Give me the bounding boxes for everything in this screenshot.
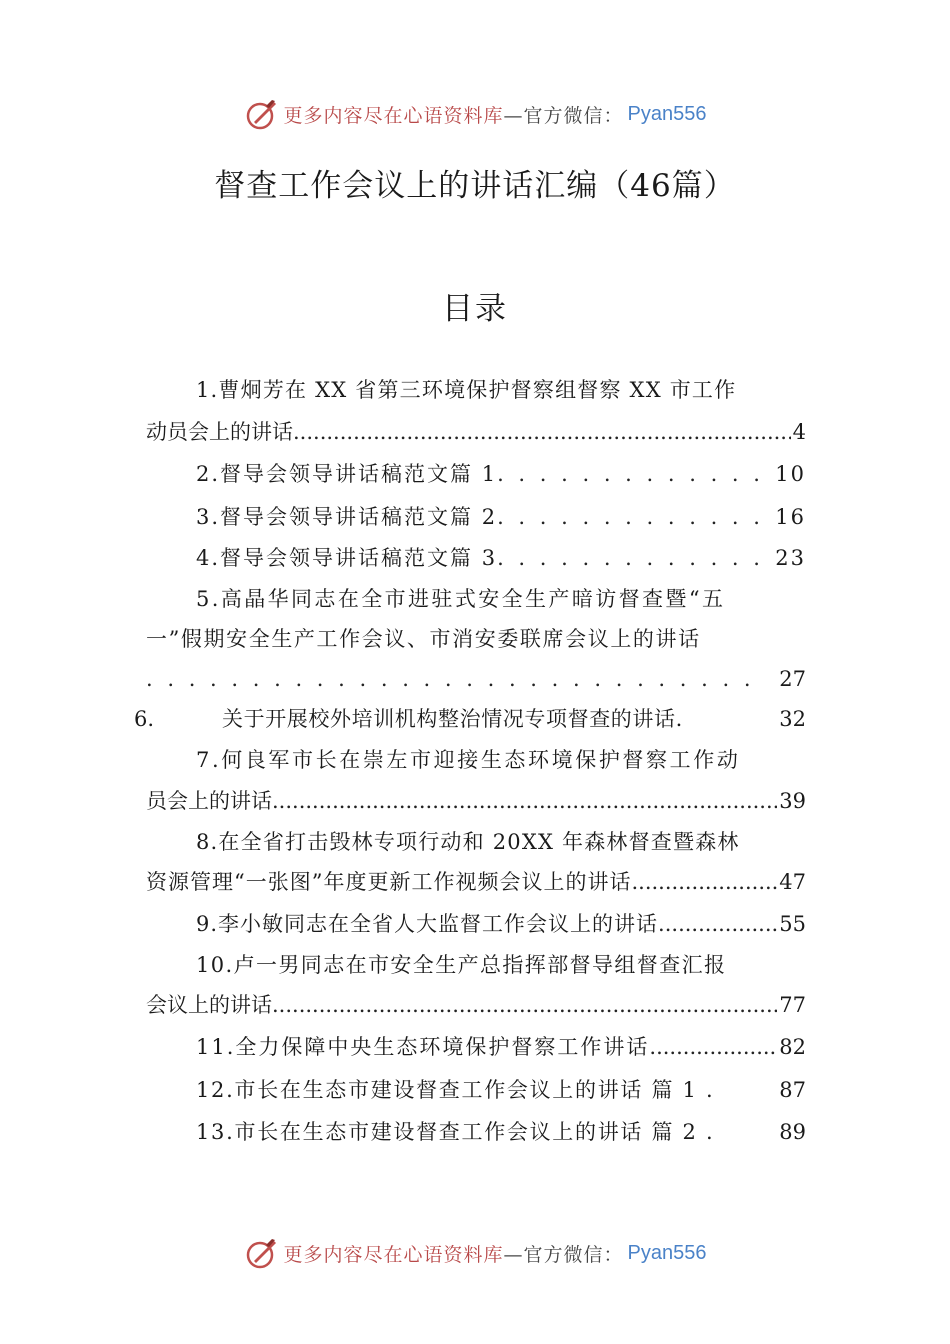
toc-entry-5-page: 27 xyxy=(779,667,806,691)
leader-dots xyxy=(649,1032,777,1062)
toc-entry-4-page: 23 xyxy=(775,546,806,570)
toc-entry-11[interactable] xyxy=(196,1032,806,1062)
toc-entry-8-page: 47 xyxy=(779,870,806,894)
toc-entry-13-page: 89 xyxy=(779,1120,806,1144)
toc-entry-8-line1[interactable]: 8.在全省打击毁林专项行动和 20XX 年森林督查暨森林 xyxy=(196,830,740,854)
leader-dots xyxy=(497,502,773,532)
leader-dots xyxy=(146,664,767,694)
toc-entry-1-page: 4 xyxy=(792,420,806,444)
toc-entry-2-text: 2.督导会领导讲话稿范文篇 1 xyxy=(196,462,498,486)
toc-entry-2[interactable] xyxy=(196,459,806,489)
toc-entry-5-line3[interactable] xyxy=(146,664,806,694)
toc-entry-9[interactable] xyxy=(196,909,806,939)
toc-entry-10-page: 77 xyxy=(779,993,806,1017)
toc-entry-12-page: 87 xyxy=(779,1078,806,1102)
banner-dash: —官方微信： xyxy=(503,1243,624,1266)
toc-entry-11-text: 11.全力保障中央生态环境保护督察工作讲话 xyxy=(196,1035,650,1059)
toc-entry-6[interactable] xyxy=(134,704,806,734)
toc-entry-7-page: 39 xyxy=(779,789,806,813)
banner-text: 更多内容尽在心语资料库 xyxy=(283,104,504,127)
toc-entry-12[interactable] xyxy=(196,1075,806,1105)
toc-entry-13-text: 13.市长在生态市建设督查工作会议上的讲话 篇 2 . xyxy=(196,1120,715,1144)
toc-entry-6-page: 32 xyxy=(779,707,806,731)
toc-entry-5-line1[interactable]: 5.高晶华同志在全市进驻式安全生产暗访督查暨“五 xyxy=(196,587,726,611)
toc-entry-6-number: 6. xyxy=(134,707,155,731)
leader-dots xyxy=(658,909,777,939)
toc-entry-7-text: 员会上的讲话 xyxy=(146,789,272,813)
toc-entry-2-page: 10 xyxy=(775,462,806,486)
banner-text: 更多内容尽在心语资料库 xyxy=(283,1243,504,1266)
leader-dots xyxy=(497,543,773,573)
document-title: 督查工作会议上的讲话汇编（46篇） xyxy=(214,168,736,204)
toc-entry-5-line2[interactable]: 一”假期安全生产工作会议、市消安委联席会议上的讲话 xyxy=(146,627,701,651)
toc-entry-10-line2[interactable] xyxy=(146,990,806,1020)
footer-banner xyxy=(0,1233,950,1273)
toc-entry-1-line1[interactable]: 1.曹炯芳在 XX 省第三环境保护督察组督察 XX 市工作 xyxy=(196,378,737,402)
banner-wechat-id: Pyan556 xyxy=(627,102,707,125)
toc-entry-7-line2[interactable] xyxy=(146,786,806,816)
toc-entry-13[interactable] xyxy=(196,1117,806,1147)
toc-entry-4-text: 4.督导会领导讲话稿范文篇 3 xyxy=(196,546,498,570)
toc-entry-3-text: 3.督导会领导讲话稿范文篇 2 xyxy=(196,505,498,529)
toc-entry-10-text: 会议上的讲话 xyxy=(146,993,272,1017)
banner-wechat-id: Pyan556 xyxy=(627,1241,707,1264)
quill-logo-icon xyxy=(244,1235,280,1271)
toc-entry-8-line2[interactable] xyxy=(146,867,806,897)
leader-dots xyxy=(631,867,777,897)
toc-entry-4[interactable] xyxy=(196,543,806,573)
toc-entry-7-line1[interactable]: 7.何良军市长在崇左市迎接生态环境保护督察工作动 xyxy=(196,748,741,772)
toc-entry-9-text: 9.李小敏同志在全省人大监督工作会议上的讲话 xyxy=(196,912,659,936)
toc-entry-8-text: 资源管理“一张图”年度更新工作视频会议上的讲话 xyxy=(146,870,632,894)
toc-entry-9-page: 55 xyxy=(779,912,806,936)
banner-dash: —官方微信： xyxy=(503,104,624,127)
toc-entry-1-text: 动员会上的讲话 xyxy=(146,420,293,444)
toc-entry-11-page: 82 xyxy=(779,1035,806,1059)
leader-dots xyxy=(272,990,777,1020)
toc-entry-10-line1[interactable]: 10.卢一男同志在市安全生产总指挥部督导组督查汇报 xyxy=(196,953,727,977)
toc-entry-3[interactable] xyxy=(196,502,806,532)
toc-heading: 目录 xyxy=(442,291,508,327)
toc-entry-3-page: 16 xyxy=(775,505,806,529)
leader-dots xyxy=(293,417,791,447)
toc-entry-12-text: 12.市长在生态市建设督查工作会议上的讲话 篇 1 . xyxy=(196,1078,715,1102)
leader-dots xyxy=(272,786,777,816)
toc-entry-6-text: 关于开展校外培训机构整治情况专项督查的讲话. xyxy=(222,707,683,731)
leader-dots xyxy=(497,459,773,489)
toc-entry-1-line2[interactable] xyxy=(146,417,806,447)
